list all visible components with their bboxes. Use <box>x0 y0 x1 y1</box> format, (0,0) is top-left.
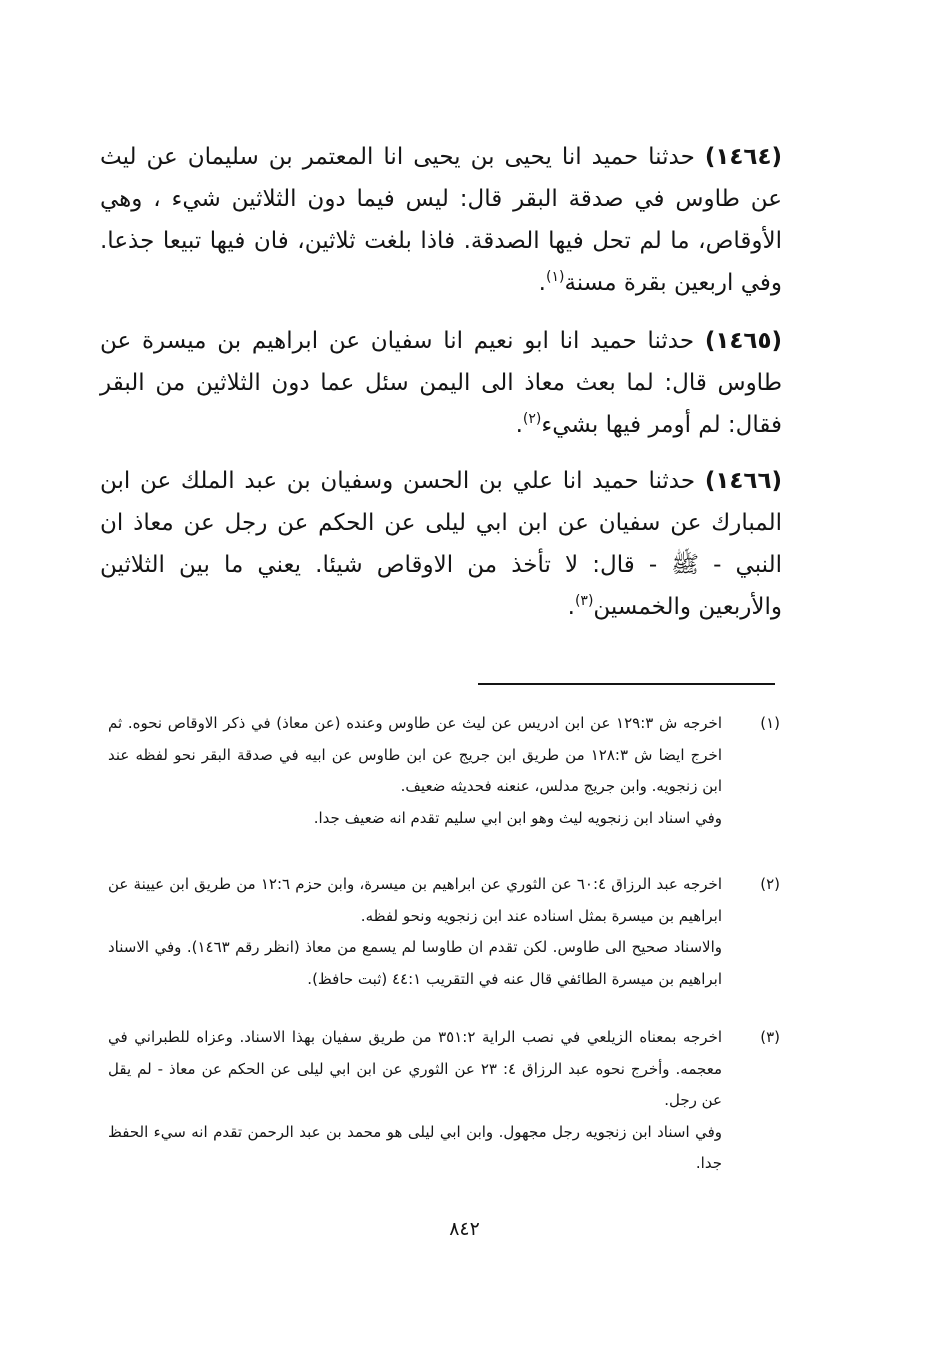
hadith-1465 <box>100 320 782 446</box>
hadith-text: حدثنا حميد انا علي بن الحسن وسفيان بن عبد الملك عن ابن المبارك عن سفيان عن ابن ابي ليلى عن الحكم عن رجل عن معاذ ان النبي - ﷺ - قال: لا تأخذ من الاوقاص شيئا. يعني ما بين الثلاثين والأربعين والخمسين <box>100 468 782 620</box>
hadith-number: (١٤٦٦) <box>704 468 782 494</box>
footnote-number: (٢) <box>760 875 780 893</box>
footnote-ref[interactable]: (٢) <box>522 411 542 427</box>
footnote-body <box>108 869 722 995</box>
footnote-number: (٣) <box>760 1028 780 1046</box>
footnote-body <box>108 708 722 834</box>
hadith-ending: . <box>515 412 523 438</box>
hadith-1466 <box>100 460 782 628</box>
hadith-number: (١٤٦٥) <box>704 328 782 354</box>
footnote-1 <box>108 708 780 834</box>
hadith-number: (١٤٦٤) <box>704 144 782 170</box>
footnote-divider <box>478 683 775 685</box>
hadith-1464 <box>100 136 782 304</box>
footnote-3 <box>108 1022 780 1180</box>
footnote-ref[interactable]: (٣) <box>574 593 594 609</box>
hadith-ending: . <box>567 594 575 620</box>
footnote-ref[interactable]: (١) <box>545 269 565 285</box>
footnote-number: (١) <box>760 714 780 732</box>
page-number: ٨٤٢ <box>449 1218 480 1240</box>
footnote-paragraph: وفي اسناد ابن زنجويه ليث وهو ابن ابي سليم تقدم انه ضعيف جدا. <box>313 808 722 827</box>
hadith-text: حدثنا حميد انا يحيى بن يحيى انا المعتمر بن سليمان عن ليث عن طاوس في صدقة البقر قال: ليس فيما دون الثلاثين شيء ، وهي الأوقاص، ما لم تحل فيها الصدقة. فاذا بلغت ثلاثين، فان فيها تبيعا جذعا. وفي اربعين بقرة مسنة <box>100 144 782 296</box>
hadith-text: حدثنا حميد انا ابو نعيم انا سفيان عن ابراهيم بن ميسرة عن طاوس قال: لما بعث معاذ الى اليمن سئل عما دون الثلاثين من البقر فقال: لم أومر فيها بشيء <box>100 328 782 438</box>
footnote-paragraph: اخرجه عبد الرزاق ٦٠:٤ عن الثوري عن ابراهيم بن ميسرة، وابن حزم ١٢:٦ من طريق ابن عيينة عن ابراهيم بن ميسرة بمثل اسناده عند ابن زنجويه ونحو لفظه. <box>108 875 722 925</box>
footnote-body <box>108 1022 722 1180</box>
footnote-paragraph: وفي اسناد ابن زنجويه رجل مجهول. وابن ابي ليلى هو محمد بن عبد الرحمن تقدم انه سيء الحفظ جدا. <box>108 1122 722 1172</box>
footnote-2 <box>108 869 780 995</box>
footnote-paragraph: اخرجه بمعناه الزيلعي في نصب الراية ٣٥١:٢ من طريق سفيان بهذا الاسناد. وعزاه للطبراني في معجمه. وأخرج نحوه عبد الرزاق ٤: ٢٣ عن الثوري عن ابن ابي ليلى عن الحكم عن معاذ - لم يقل عن رجل. <box>108 1028 723 1109</box>
footnote-paragraph: اخرجه ش ١٢٩:٣ عن ابن ادريس عن ليث عن طاوس وعنده (عن معاذ) في ذكر الاوقاص نحوه. ثم اخرج ايضا ش ١٢٨:٣ من طريق ابن جريج عن ابن طاوس عن ابيه في صدقة البقر نحو لفظه عند ابن زنجويه. وابن جريج مدلس، عنعنه فحديثه ضعيف. <box>108 714 722 795</box>
hadith-ending: . <box>538 270 546 296</box>
footnote-paragraph: والاسناد صحيح الى طاوس. لكن تقدم ان طاوسا لم يسمع من معاذ (انظر رقم ١٤٦٣). وفي الاسناد ابراهيم بن ميسرة الطائفي قال عنه في التقريب ٤٤:١ (ثبت حافظ). <box>108 938 723 988</box>
